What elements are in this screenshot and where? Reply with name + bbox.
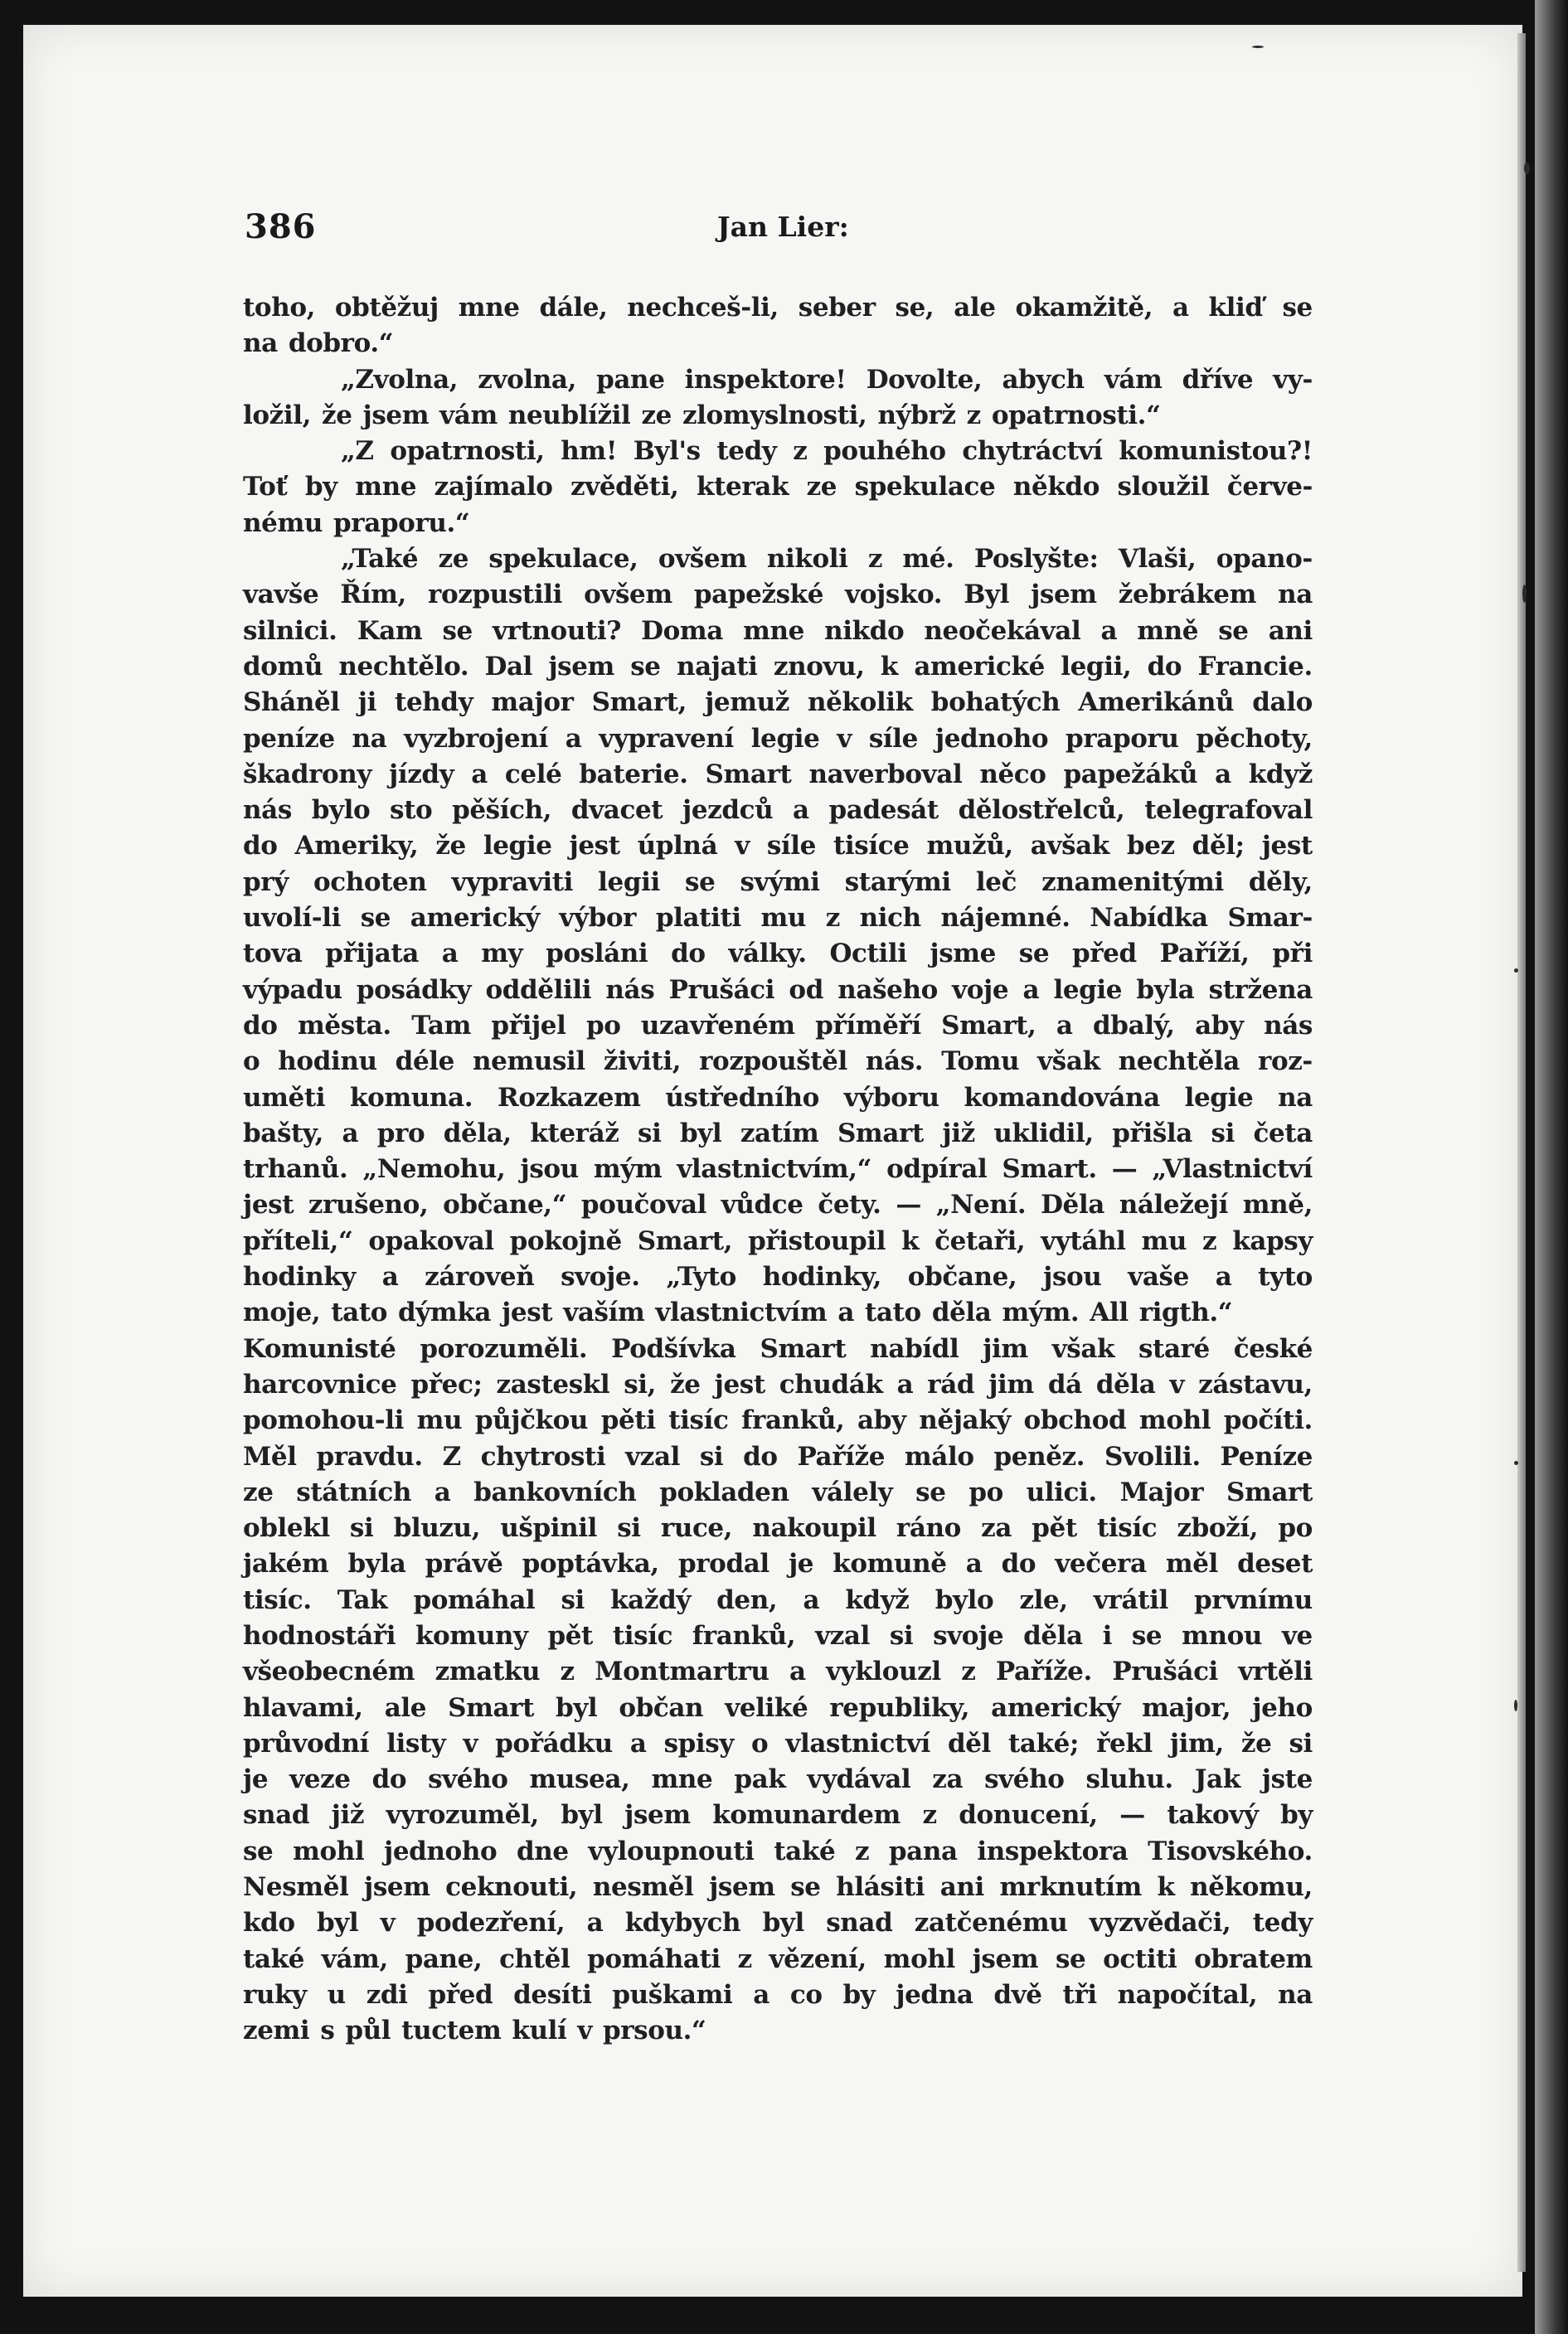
text-line: zemi s půl tuctem kulí v prsou.“	[243, 2016, 706, 2046]
text-line: peníze na vyzbrojení a vypravení legie v síle jednoho praporu pěchoty,	[243, 723, 1313, 754]
text-line: snad již vyrozuměl, byl jsem komunardem z donucení, — takový by	[243, 1800, 1313, 1831]
text-line: Nesměl jsem ceknouti, nesměl jsem se hlásiti ani mrknutím k někomu,	[243, 1872, 1313, 1903]
text-line: trhanů. „Nemohu, jsou mým vlastnictvím,“ odpíral Smart. — „Vlastnictví	[243, 1154, 1313, 1185]
text-line: „Také ze spekulace, ovšem nikoli z mé. Poslyšte: Vlaši, opano-	[341, 544, 1313, 575]
text-line: do Ameriky, že legie jest úplná v síle tisíce mužů, avšak bez děl; jest	[243, 831, 1313, 861]
text-line: Toť by mne zajímalo zvěděti, kterak ze spekulace někdo sloužil červe-	[243, 472, 1313, 502]
text-line: jest zrušeno, občane,“ poučoval vůdce čety. — „Není. Děla náležejí mně,	[243, 1190, 1313, 1220]
text-line: domů nechtělo. Dal jsem se najati znovu, k americké legii, do Francie.	[243, 651, 1313, 682]
text-line: bašty, a pro děla, kteráž si byl zatím Smart již uklidil, přišla si četa	[243, 1118, 1313, 1148]
text-line: do města. Tam přijel po uzavřeném příměří Smart, a dbalý, aby nás	[243, 1010, 1313, 1041]
text-line: je veze do svého musea, mne pak vydával za svého sluhu. Jak jste	[243, 1764, 1313, 1795]
text-line: hlavami, ale Smart byl občan veliké republiky, americký major, jeho	[243, 1692, 1313, 1723]
text-line: ruky u zdi před desíti puškami a co by jedna dvě tři napočítal, na	[243, 1979, 1313, 2010]
text-line: průvodní listy v pořádku a spisy o vlastnictví děl také; řekl jim, že si	[243, 1728, 1313, 1759]
text-line: uvolí-li se americký výbor platiti mu z nich nájemné. Nabídka Smar-	[243, 903, 1313, 934]
text-line: na dobro.“	[243, 328, 394, 359]
text-line: nému praporu.“	[243, 507, 470, 538]
text-line: hodinky a zároveň svoje. „Tyto hodinky, občane, jsou vaše a tyto	[243, 1262, 1313, 1293]
text-line: uměti komuna. Rozkazem ústředního výboru komandována legie na	[243, 1082, 1313, 1113]
body-text	[243, 290, 1313, 2050]
text-line: o hodinu déle nemusil živiti, rozpouštěl nás. Tomu však nechtěla roz-	[243, 1046, 1313, 1077]
scan-dark-edge	[1535, 0, 1568, 2334]
text-line: toho, obtěžuj mne dále, nechceš-li, seber se, ale okamžitě, a kliď se	[243, 293, 1313, 323]
text-line: příteli,“ opakoval pokojně Smart, přistoupil k četaři, vytáhl mu z kapsy	[243, 1225, 1313, 1256]
text-line: Komunisté porozuměli. Podšívka Smart nabídl jim však staré české	[243, 1333, 1313, 1364]
text-line: „Z opatrnosti, hm! Byl's tedy z pouhého chytráctví komunistou?!	[341, 436, 1313, 467]
text-line: silnici. Kam se vrtnouti? Doma mne nikdo neočekával a mně se ani	[243, 615, 1313, 646]
text-line: „Zvolna, zvolna, pane inspektore! Dovolte, abych vám dříve vy-	[341, 364, 1313, 395]
text-line: ze státních a bankovních pokladen válely se po ulici. Major Smart	[243, 1477, 1313, 1507]
text-line: moje, tato dýmka jest vaším vlastnictvím a tato děla mým. All rigth.“	[243, 1298, 1233, 1328]
text-line: oblekl si bluzu, ušpinil si ruce, nakoupil ráno za pět tisíc zboží, po	[243, 1513, 1313, 1544]
text-line: vavše Řím, rozpustili ovšem papežské vojsko. Byl jsem žebrákem na	[243, 580, 1313, 610]
text-line: všeobecném zmatku z Montmartru a vyklouzl z Paříže. Prušáci vrtěli	[243, 1657, 1313, 1687]
text-line: pomohou-li mu půjčkou pěti tisíc franků, aby nějaký obchod mohl počíti.	[243, 1405, 1313, 1436]
text-line: ložil, že jsem vám neublížil ze zlomyslnosti, nýbrž z opatrnosti.“	[243, 400, 1161, 430]
text-line: škadrony jízdy a celé baterie. Smart naverboval něco papežáků a když	[243, 759, 1313, 789]
text-line: hodnostáři komuny pět tisíc franků, vzal si svoje děla i se mnou ve	[243, 1620, 1313, 1651]
text-line: Sháněl ji tehdy major Smart, jemuž několik bohatých Amerikánů dalo	[243, 687, 1313, 718]
running-head: Jan Lier:	[717, 211, 849, 243]
text-line: harcovnice přec; zasteskl si, že jest chudák a rád jim dá děla v zástavu,	[243, 1369, 1313, 1400]
text-line: výpadu posádky oddělili nás Prušáci od našeho voje a legie byla stržena	[243, 974, 1313, 1005]
page-number: 386	[245, 207, 317, 246]
text-line: jakém byla právě poptávka, prodal je komuně a do večera měl deset	[243, 1549, 1313, 1579]
text-line: tova přijata a my posláni do války. Octili jsme se před Paříží, při	[243, 939, 1313, 969]
text-line: kdo byl v podezření, a kdybych byl snad zatčenému vyzvědači, tedy	[243, 1908, 1313, 1939]
text-line: se mohl jednoho dne vyloupnouti také z pana inspektora Tisovského.	[243, 1836, 1313, 1866]
text-line: prý ochoten vypraviti legii se svými starými leč znamenitými děly,	[243, 866, 1313, 897]
page-header	[245, 207, 1306, 249]
page-edge	[1517, 33, 1526, 2272]
text-line: Měl pravdu. Z chytrosti vzal si do Paříže málo peněz. Svolili. Peníze	[243, 1441, 1313, 1472]
text-line: nás bylo sto pěších, dvacet jezdců a padesát dělostřelců, telegrafoval	[243, 795, 1313, 826]
text-line: tisíc. Tak pomáhal si každý den, a když bylo zle, vrátil prvnímu	[243, 1584, 1313, 1615]
text-line: také vám, pane, chtěl pomáhati z vězení, mohl jsem se octiti obratem	[243, 1943, 1313, 1974]
